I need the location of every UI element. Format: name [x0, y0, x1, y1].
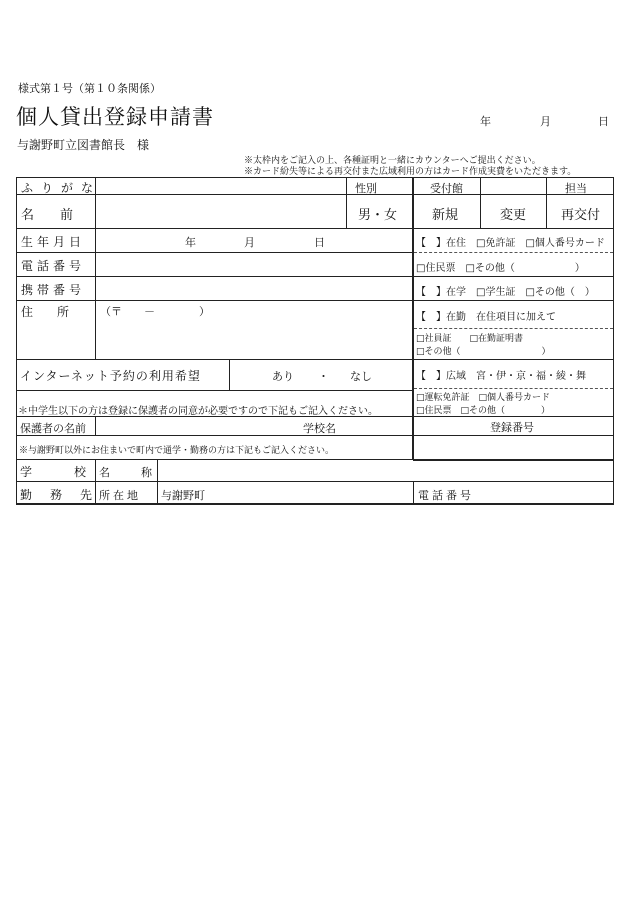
resident-option[interactable]: 【 】在住 □免許証 □個人番号カード: [416, 238, 605, 249]
change-option[interactable]: 変更: [500, 208, 527, 223]
gender-options[interactable]: 男・女: [358, 208, 398, 223]
workplace-phone-label: 電話番号: [418, 489, 474, 502]
registration-number-label: 登録番号: [490, 421, 534, 434]
postal-code-field[interactable]: （〒 － ）: [100, 305, 210, 318]
workplace-location-label: 所在地: [99, 489, 141, 502]
internet-yes-option[interactable]: あり: [272, 370, 294, 383]
date-month-label: 月: [540, 115, 551, 128]
workplace-section-label: 勤 務 先: [20, 488, 96, 502]
worker-documents-1[interactable]: □社員証 □在勤証明書: [416, 334, 524, 344]
wide-area-option[interactable]: 【 】広域 宮・伊・京・福・綾・舞: [416, 371, 586, 382]
addressee: 与謝野町立図書館長 様: [17, 138, 150, 152]
internet-no-option[interactable]: なし: [350, 370, 372, 383]
internet-separator: ・: [318, 370, 329, 383]
gender-label: 性別: [355, 182, 377, 195]
note-fee: ※カード紛失等による再交付また広域利用の方はカード作成実費をいただきます。: [244, 167, 577, 177]
workplace-location-value[interactable]: 与謝野町: [161, 489, 205, 502]
school-name-label: 名 称: [99, 466, 155, 479]
new-option[interactable]: 新規: [432, 208, 459, 223]
date-day-label: 日: [598, 115, 609, 128]
birth-year-label: 年: [185, 236, 196, 249]
reissue-option[interactable]: 再交付: [561, 208, 601, 223]
reception-library-label: 受付館: [430, 182, 463, 195]
name-label: 名 前: [21, 208, 74, 223]
birth-month-label: 月: [244, 236, 255, 249]
school-section-label: 学 校: [20, 465, 93, 479]
worker-option[interactable]: 【 】在勤 在住項目に加えて: [416, 312, 556, 323]
date-year-label: 年: [480, 115, 491, 128]
birth-day-label: 日: [314, 236, 325, 249]
wide-area-documents-1[interactable]: □運転免許証 □個人番号カード: [416, 393, 551, 403]
note-submit: ※太枠内をご記入の上、各種証明と一緒にカウンターへご提出ください。: [244, 156, 541, 166]
phone-label: 電話番号: [21, 259, 86, 273]
guardian-note: ＊中学生以下の方は登録に保護者の同意が必要ですので下記もご記入ください。: [18, 406, 378, 417]
birthdate-label: 生年月日: [21, 235, 86, 249]
mobile-label: 携帯番号: [21, 283, 86, 297]
form-number: 様式第１号（第１０条関係）: [18, 82, 161, 95]
furigana-label: ふりがな: [21, 181, 102, 195]
guardian-school-label: 学校名: [303, 422, 336, 435]
outside-resident-note: ※与謝野町以外にお住まいで町内で通学・勤務の方は下記もご記入ください。: [19, 446, 335, 456]
worker-documents-2[interactable]: □その他（ ）: [416, 347, 551, 357]
page-title: 個人貸出登録申請書: [16, 105, 214, 129]
staff-label: 担当: [565, 182, 587, 195]
wide-area-documents-2[interactable]: □住民票 □その他（ ）: [416, 406, 551, 416]
resident-documents[interactable]: □住民票 □その他（ ）: [416, 263, 585, 274]
address-label: 住 所: [21, 305, 70, 319]
student-option[interactable]: 【 】在学 □学生証 □その他（ ）: [416, 287, 595, 298]
internet-reservation-label: インターネット予約の利用希望: [20, 369, 201, 383]
guardian-name-label: 保護者の名前: [20, 422, 86, 435]
